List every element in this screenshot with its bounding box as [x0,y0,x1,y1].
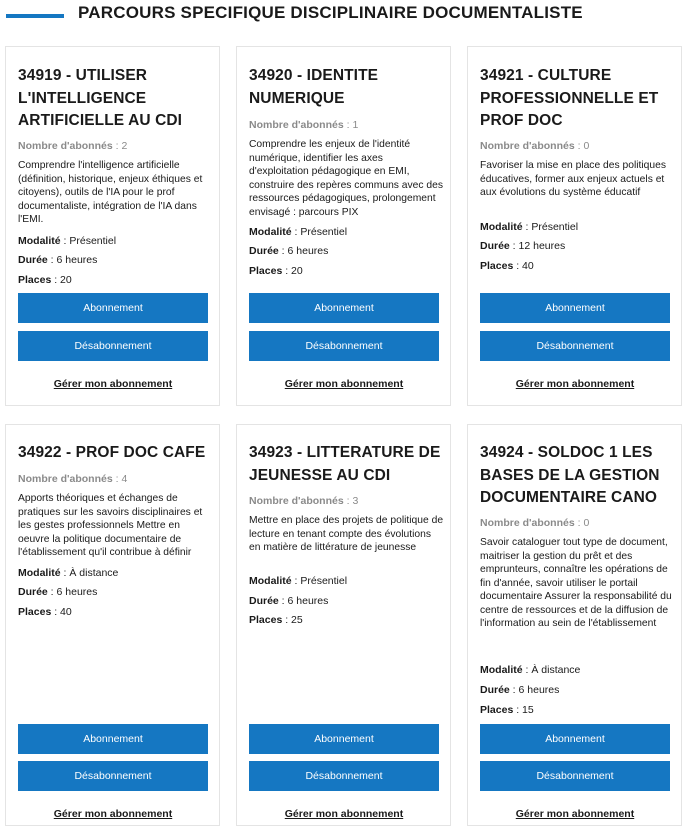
course-title: 34923 - LITTERATURE DE JEUNESSE AU CDI [249,444,441,484]
manage-subscription-link[interactable]: Gérer mon abonnement [284,808,404,820]
course-modality: Modalité : Présentiel [480,221,579,233]
course-description: Comprendre les enjeux de l'identité numérique, identifier les axes d'exploitation pédagogique en EMI, construire des repères communs avec des ressources pédagogiques, prolongement envisagé : parcours PIX [249,139,444,218]
course-duration: Durée : 6 heures [480,684,560,696]
subscriber-count: Nombre d'abonnés : 4 [18,473,128,485]
course-description: Apports théoriques et échanges de pratiques sur les savoirs disciplinaires et les gestes professionnels Mettre en oeuvre la politique documentaire de l'établissement qu'il contribue à définir [18,493,203,558]
subscribe-button[interactable]: Abonnement [249,293,439,323]
course-places: Places : 25 [249,614,303,626]
course-modality: Modalité : Présentiel [249,226,348,238]
subscribe-button[interactable]: Abonnement [480,724,670,754]
course-duration: Durée : 6 heures [18,586,98,598]
course-title: 34924 - SOLDOC 1 LES BASES DE LA GESTION DOCUMENTAIRE CANO [480,444,660,506]
course-title: 34920 - IDENTITE NUMERIQUE [249,67,379,107]
course-title: 34922 - PROF DOC CAFE [18,444,206,461]
subscribe-button[interactable]: Abonnement [480,293,670,323]
course-modality: Modalité : Présentiel [249,575,348,587]
course-card [5,46,220,406]
subscribe-button[interactable]: Abonnement [249,724,439,754]
unsubscribe-button[interactable]: Désabonnement [18,331,208,361]
subscribe-button[interactable]: Abonnement [18,724,208,754]
unsubscribe-button[interactable]: Désabonnement [249,761,439,791]
section-title: PARCOURS SPECIFIQUE DISCIPLINAIRE DOCUMENTALISTE [78,3,583,22]
course-duration: Durée : 6 heures [18,254,98,266]
course-places: Places : 20 [18,274,72,286]
header-accent-bar [6,14,64,18]
course-duration: Durée : 6 heures [249,245,329,257]
course-places: Places : 40 [18,606,72,618]
course-places: Places : 15 [480,704,534,716]
course-card [467,424,682,826]
manage-subscription-link[interactable]: Gérer mon abonnement [515,808,635,820]
course-description: Favoriser la mise en place des politiques éducatives, former aux enjeux actuels et aux évolutions du système éducatif [480,160,667,198]
course-places: Places : 40 [480,260,534,272]
course-card [5,424,220,826]
course-card [236,46,451,406]
course-description: Mettre en place des projets de politique de lecture en tenant compte des évolutions en matière de littérature de jeunesse [249,515,444,553]
manage-subscription-link[interactable]: Gérer mon abonnement [53,378,173,390]
course-places: Places : 20 [249,265,303,277]
course-title: 34921 - CULTURE PROFESSIONNELLE ET PROF DOC [480,67,659,129]
subscriber-count: Nombre d'abonnés : 1 [249,119,359,131]
course-title: 34919 - UTILISER L'INTELLIGENCE ARTIFICIELLE AU CDI [18,67,183,129]
course-duration: Durée : 12 heures [480,240,566,252]
subscriber-count: Nombre d'abonnés : 0 [480,140,590,152]
course-modality: Modalité : À distance [18,567,119,579]
subscriber-count: Nombre d'abonnés : 0 [480,517,590,529]
course-duration: Durée : 6 heures [249,595,329,607]
unsubscribe-button[interactable]: Désabonnement [18,761,208,791]
course-description: Comprendre l'intelligence artificielle (définition, historique, enjeux éthiques et citoyens), outils de l'IA pour le prof documentaliste, intégration de l'IA dans l'EMI. [18,160,203,225]
course-card [236,424,451,826]
manage-subscription-link[interactable]: Gérer mon abonnement [53,808,173,820]
manage-subscription-link[interactable]: Gérer mon abonnement [284,378,404,390]
subscribe-button[interactable]: Abonnement [18,293,208,323]
unsubscribe-button[interactable]: Désabonnement [249,331,439,361]
unsubscribe-button[interactable]: Désabonnement [480,331,670,361]
unsubscribe-button[interactable]: Désabonnement [480,761,670,791]
manage-subscription-link[interactable]: Gérer mon abonnement [515,378,635,390]
section-header [0,0,684,30]
course-card [467,46,682,406]
course-description: Savoir cataloguer tout type de document, maitriser la gestion du prêt et des emprunteurs, connaître les opérations de fin d'année, savoir utiliser le portail documentaire Assurer la responsabilité du centre de ressources et de la diffusion de l'information au sein de l'établissement [480,537,672,629]
course-modality: Modalité : À distance [480,664,581,676]
subscriber-count: Nombre d'abonnés : 3 [249,495,359,507]
course-modality: Modalité : Présentiel [18,235,117,247]
subscriber-count: Nombre d'abonnés : 2 [18,140,128,152]
